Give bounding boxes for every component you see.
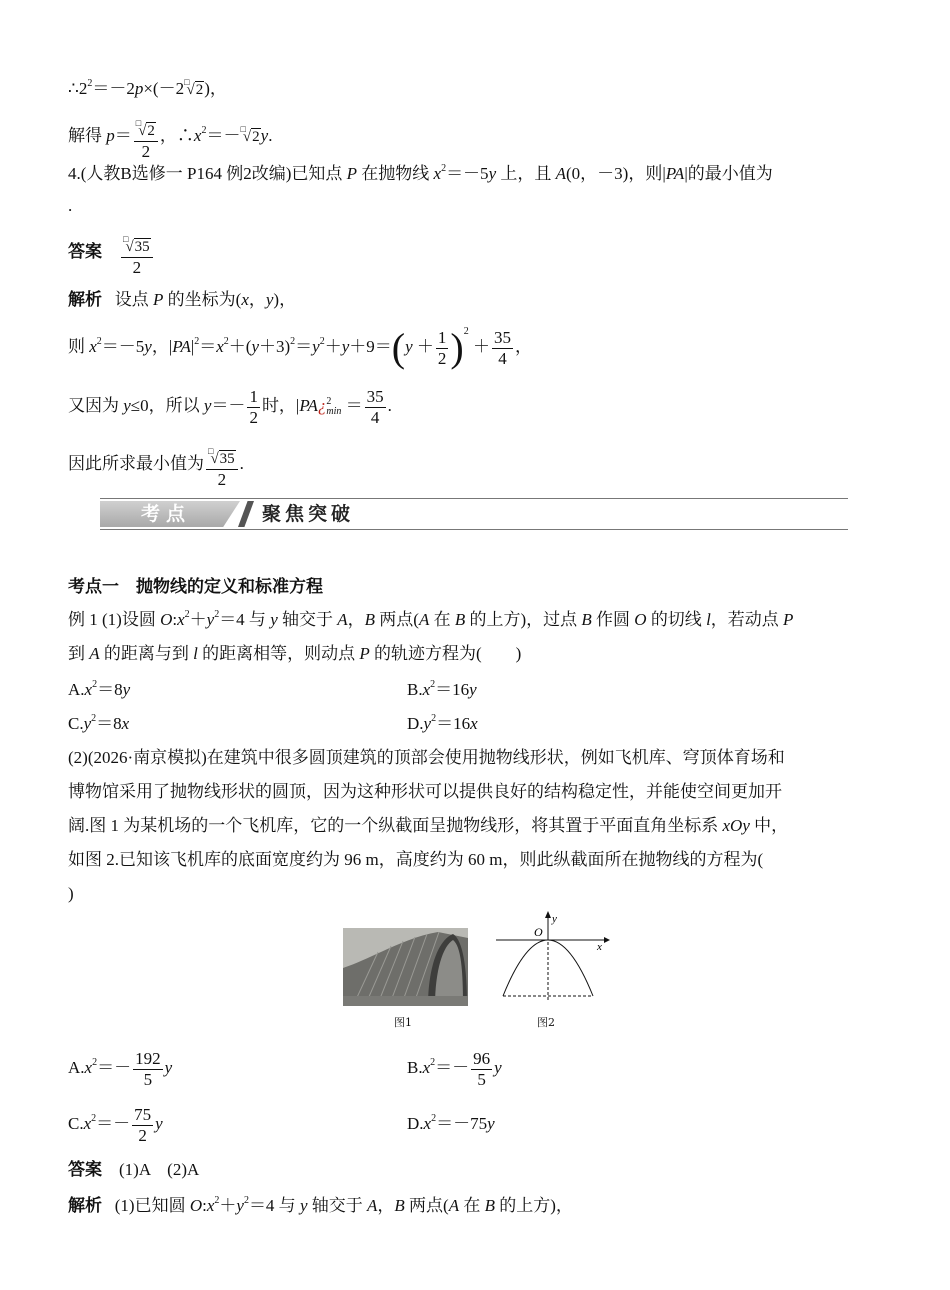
variable: P: [359, 644, 370, 663]
text: ＋: [412, 337, 434, 356]
text: ＝: [199, 337, 217, 356]
fraction: [365, 387, 386, 428]
example-1-line-2: [68, 642, 521, 666]
text: ＋: [324, 337, 342, 356]
text: 上，且: [496, 164, 556, 183]
variable: P: [153, 290, 164, 309]
variable: y: [251, 337, 259, 356]
solution-line-2: [68, 322, 532, 372]
text: ，∴: [159, 126, 194, 145]
denominator: 4: [370, 407, 380, 427]
text: 轴交于: [277, 610, 338, 629]
variable: x: [241, 290, 249, 309]
radical-index: □: [184, 77, 190, 87]
radicand: 35: [219, 450, 235, 467]
exponent: 2: [201, 125, 207, 136]
text: 的切线: [646, 610, 707, 629]
solution-line-3: [68, 382, 392, 430]
exponent: 2: [194, 336, 200, 347]
fraction: $\frac{^□√35}{2}$: [121, 229, 153, 278]
radical-index: □: [208, 445, 214, 456]
variable: l: [706, 610, 711, 629]
exponent: 2: [223, 336, 229, 347]
figure-2-caption: 图2: [537, 1016, 555, 1029]
exponent: 2: [319, 336, 325, 347]
fraction: [492, 328, 513, 369]
option-2-a: $A.x^2=-$ $\frac{192}{5}$ y: [68, 1048, 173, 1089]
exponent: 2: [184, 609, 190, 620]
text: 的距离与到: [99, 644, 194, 663]
text: )，: [273, 290, 297, 309]
text: )，: [204, 79, 227, 98]
text: 解得: [68, 126, 107, 145]
variable: y: [144, 337, 152, 356]
text: ＝－: [211, 396, 246, 415]
answer-label: 答案: [68, 1160, 102, 1179]
origin-label: O: [534, 925, 543, 939]
variable: y: [405, 337, 413, 356]
text: ＋3): [259, 337, 291, 356]
exponent: 2: [96, 336, 102, 347]
exponent: 2: [441, 163, 447, 174]
text: .: [239, 454, 244, 473]
solution-label: 解析: [68, 1196, 102, 1215]
denominator: 2: [249, 407, 258, 427]
variable: x: [216, 337, 224, 356]
text: 设点: [114, 290, 153, 309]
radicand: 2: [252, 129, 260, 145]
exponent: 2: [463, 326, 469, 337]
text: 在: [429, 610, 455, 629]
answer-value: (1)A (2)A: [119, 1160, 200, 1179]
text: ＝－5: [446, 164, 489, 183]
text: ＝－5: [101, 337, 145, 356]
variable: x: [193, 126, 202, 145]
variable: p: [106, 126, 115, 145]
text: ∴2: [68, 79, 88, 98]
text: 例 1 (1)设圆: [68, 610, 161, 629]
variable: l: [193, 644, 198, 663]
variable: x: [433, 164, 442, 183]
variable: x: [177, 610, 185, 629]
section-banner: [100, 498, 848, 530]
variable: PA: [172, 337, 191, 356]
text: ＋9＝: [349, 337, 392, 356]
variable: y: [123, 396, 131, 415]
text: ，|: [151, 337, 173, 356]
text: :: [172, 610, 178, 629]
option-d: $D.y^2=16x$: [407, 713, 478, 733]
option-b: $B.x^2=16y$: [407, 679, 477, 699]
variable: B: [581, 610, 592, 629]
equation-line-1: [68, 70, 227, 102]
part-2-line-5: ): [68, 884, 74, 903]
right-paren: ): [450, 325, 464, 371]
text: ＝4 与: [219, 610, 271, 629]
part-2-line-3: 阔.图 1 为某机场的一个飞机库，它的一个纵截面呈抛物线形，将其置于平面直角坐标系 xOy 中，: [68, 816, 789, 835]
y-axis-label: y: [552, 913, 557, 925]
text: .: [268, 126, 273, 145]
parabola-diagram: [494, 910, 612, 1002]
fraction: $\frac{^□√35}{2}$: [206, 441, 238, 490]
text: 4.(人教B选修一 P164 例2改编)已知点: [68, 164, 347, 183]
variable: PA: [299, 396, 318, 415]
text: ≤0，所以: [130, 396, 204, 415]
section-title: 考点一 抛物线的定义和标准方程: [68, 577, 323, 596]
variable: y: [203, 396, 212, 415]
variable: y: [270, 610, 278, 629]
variable: p: [134, 79, 144, 98]
text: ×(－2: [143, 79, 185, 98]
denominator: 2: [141, 141, 151, 161]
variable: y: [312, 337, 320, 356]
text: ，若动点: [710, 610, 784, 629]
text: ＝－2: [92, 79, 135, 98]
radical: □√2: [240, 124, 260, 145]
radical-index: □: [123, 233, 129, 244]
denominator: 4: [498, 348, 507, 368]
text: 到: [68, 644, 90, 663]
solution-2-line: 解析 (1)已知圆 $O:x^2+y^2=4$ 与 y 轴交于 A，B 两点(A 在 B 的上方)，: [68, 1195, 573, 1215]
answer-line: [68, 228, 155, 276]
equation-line-2: [68, 106, 273, 161]
text: 的轨迹方程为( ): [369, 644, 522, 663]
text: 在抛物线: [357, 164, 434, 183]
text: ＝: [295, 337, 313, 356]
text: .: [387, 396, 392, 415]
text: 因此所求最小值为: [68, 454, 204, 473]
variable: A: [555, 164, 566, 183]
variable: y: [265, 290, 274, 309]
question-4-dot: .: [68, 196, 73, 215]
banner-title: 聚焦突破: [262, 503, 355, 525]
text: ，: [347, 610, 365, 629]
text: 的坐标为(: [163, 290, 242, 309]
exponent: 2: [214, 609, 220, 620]
text: ＝: [341, 396, 363, 415]
variable: y: [260, 126, 269, 145]
variable: O: [160, 610, 173, 629]
subscript: min: [326, 406, 342, 418]
exponent: 2: [290, 336, 296, 347]
text: ＋(: [228, 337, 252, 356]
text: 又因为: [68, 396, 124, 415]
banner-left-label: 考点: [140, 503, 191, 525]
text: 时，|: [261, 396, 300, 415]
variable: y: [341, 337, 350, 356]
radical-index: □: [135, 117, 142, 128]
text: ＝－: [206, 126, 241, 145]
part-2-line-2: 博物馆采用了抛物线形状的圆顶，因为这种形状可以提供良好的结构稳定性，并能使空间更加开: [68, 782, 782, 801]
fraction: [247, 387, 260, 428]
radicand: 2: [147, 122, 155, 139]
answer-2-line: [68, 1158, 199, 1182]
numerator: 35: [493, 327, 511, 347]
radical-index: □: [240, 124, 246, 134]
option-c: $C.y^2=8x$: [68, 713, 130, 733]
text: 两点(: [375, 610, 419, 629]
left-paren: (: [391, 325, 406, 371]
text: |: [190, 337, 195, 356]
solution-line-1: [68, 288, 296, 312]
radical: □√2: [184, 77, 204, 98]
numerator: 1: [437, 327, 447, 347]
variable: B: [454, 610, 466, 629]
answer-label: 答案: [68, 242, 102, 261]
variable: P: [346, 164, 358, 183]
denominator: 2: [437, 348, 447, 368]
variable: P: [783, 610, 794, 629]
variable: PA: [665, 164, 685, 183]
figure-1-caption: 图1: [394, 1016, 412, 1029]
variable: x: [89, 337, 97, 356]
variable: A: [418, 610, 430, 629]
denominator: 2: [132, 257, 142, 277]
solution-label: 解析: [68, 290, 102, 309]
variable: A: [89, 644, 100, 663]
text: ＝: [114, 126, 132, 145]
option-2-d: $D.x^2=-75y$: [407, 1113, 495, 1133]
variable: y: [488, 164, 497, 183]
text: |的最小值为: [684, 164, 773, 183]
text: 的上方)，过点: [465, 610, 582, 629]
question-4: [68, 162, 773, 186]
solution-line-4: [68, 440, 244, 488]
example-1-line-1: [68, 608, 793, 632]
radicand: 35: [134, 238, 150, 255]
text: 则: [68, 337, 90, 356]
part-2-line-4: 如图 2.已知该飞机库的底面宽度约为 96 m，高度约为 60 m，则此纵截面所在抛物线的方程为(: [68, 850, 764, 869]
text: ，: [514, 337, 532, 356]
option-2-c: $C.x^2=-$ $\frac{75}{2}$ y: [68, 1104, 163, 1145]
exponent: 2: [326, 396, 332, 408]
text: 的距离相等，则动点: [197, 644, 360, 663]
exponent: 2: [87, 78, 93, 89]
text: ＋: [468, 337, 490, 356]
radicand: 2: [195, 82, 204, 98]
denominator: 2: [217, 469, 227, 489]
fraction: [436, 328, 449, 369]
text: ＋: [189, 610, 207, 629]
variable: A: [337, 610, 348, 629]
text: ，: [248, 290, 266, 309]
numerator: 1: [249, 386, 258, 406]
option-a: $A.x^2=8y$: [68, 679, 131, 699]
text: 作圆: [591, 610, 635, 629]
part-2-line-1: (2)(2026·南京模拟)在建筑中很多圆顶建筑的顶部会使用抛物线形状，例如飞机库、穹顶体育场和: [68, 748, 785, 767]
variable: y: [206, 610, 215, 629]
banner-slash: [238, 501, 254, 527]
fraction: $\frac{^□√2}{2}$: [134, 113, 158, 162]
x-axis-label: x: [597, 941, 602, 953]
variable: B: [364, 610, 376, 629]
text: (0，－3)，则|: [566, 164, 666, 183]
hangar-photo: [343, 928, 468, 1006]
option-2-b: $B.x^2=-$ $\frac{96}{5}$ y: [407, 1048, 502, 1089]
broken-glyph: ¿: [317, 396, 327, 415]
variable: O: [634, 610, 647, 629]
numerator: 35: [366, 386, 384, 406]
